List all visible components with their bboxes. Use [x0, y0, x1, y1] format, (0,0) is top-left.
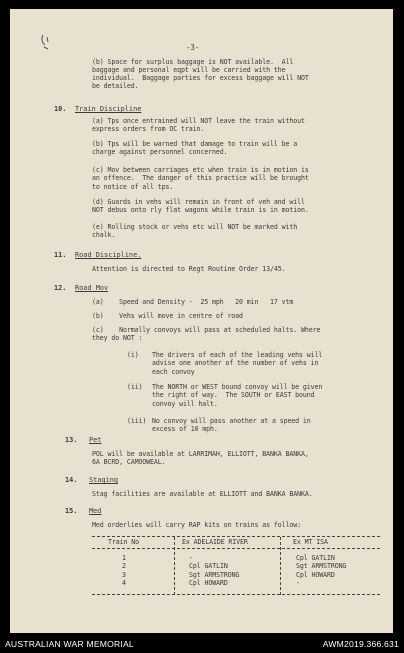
section-number: 12.	[54, 284, 67, 292]
subitem-label: (i)	[127, 351, 139, 359]
table-cell: Cpl GATLIN Sgt ARMSTRONG Cpl HOWARD -	[296, 554, 347, 588]
section-heading: Pet	[89, 436, 102, 444]
section-number: 14.	[65, 476, 78, 484]
table-cell: - Cpl GATLIN Sgt ARMSTRONG Cpl HOWARD	[189, 554, 240, 588]
pencil-mark	[39, 33, 53, 51]
subitem-label: (ii)	[127, 383, 143, 391]
section-text: Attention is directed to Regt Routine Order 13/45.	[92, 265, 286, 273]
table-cell: 1 2 3 4	[122, 554, 126, 588]
document-page	[10, 9, 393, 633]
section-item: (c) Normally convoys will pass at scheduled halts. Where they do NOT :	[92, 326, 321, 343]
section-text: Stag facilities are available at ELLIOTT and BANKA BANKA.	[92, 490, 313, 498]
table-header: Ex ADELAIDE RIVER	[182, 538, 248, 546]
intro-line: (b) Space for surplus baggage is NOT available. All	[92, 58, 294, 66]
section-item: (a) Tps once entrained will NOT leave the train without express orders from OC train.	[92, 117, 305, 134]
intro-line: baggage and personal eqpt will be carried with the	[92, 66, 286, 74]
subitem-label: (iii)	[127, 417, 147, 425]
footer-accession-number: AWM2019.366.631	[322, 639, 399, 649]
table-divider	[174, 537, 175, 595]
section-heading: Road Discipline.	[75, 251, 142, 259]
section-heading: Med	[89, 507, 102, 515]
section-number: 11.	[54, 251, 67, 259]
section-item: (b) Tps will be warned that damage to train will be a charge against personnel concerned.	[92, 140, 298, 157]
table-header: Train No	[108, 538, 139, 546]
table-rule	[92, 536, 380, 537]
section-text: POL will be available at LARRIMAH, ELLIOTT, BANKA BANKA, 6A BCRD, CAMOOWEAL.	[92, 450, 309, 467]
footer-credit: AUSTRALIAN WAR MEMORIAL	[5, 639, 134, 649]
section-number: 13.	[65, 436, 78, 444]
table-divider	[280, 537, 281, 595]
section-item: (d) Guards in vehs will remain in front of veh and will NOT debus onto rly flat wagons while train is in motion.	[92, 198, 309, 215]
section-heading: Road Mov	[75, 284, 109, 292]
section-item: (c) Mov between carriages etc when train is in motion is an offence. The danger of this practice will be brought to notice of all tps.	[92, 166, 309, 191]
section-item: (e) Rolling stock or vehs etc will NOT be marked with chalk.	[92, 223, 298, 240]
section-item: (a) Speed and Density - 25 mph 20 min 17 vtm	[92, 298, 294, 306]
table-rule	[92, 548, 380, 549]
subitem-text: The drivers of each of the leading vehs will advise one another of the number of vehs in each convoy	[152, 351, 323, 376]
intro-line: individual. Baggage parties for excess baggage will NOT	[92, 74, 309, 82]
subitem-text: The NORTH or WEST bound convoy will be given the right of way. The SOUTH or EAST bound convoy will halt.	[152, 383, 323, 408]
section-text: Med orderlies will carry RAP kits on trains as follow:	[92, 521, 301, 529]
page-number: -3-	[186, 43, 200, 52]
table-rule	[92, 594, 380, 595]
subitem-text: No convoy will pass another at a speed in excess of 10 mph.	[152, 417, 311, 434]
intro-line: be detailed.	[92, 82, 139, 90]
section-heading: Train Discipline	[75, 105, 142, 113]
section-number: 10.	[54, 105, 67, 113]
section-heading: Staging	[89, 476, 119, 484]
section-item: (b) Vehs will move in centre of road	[92, 312, 243, 320]
section-number: 15.	[65, 507, 78, 515]
table-header: Ex MT ISA	[293, 538, 328, 546]
